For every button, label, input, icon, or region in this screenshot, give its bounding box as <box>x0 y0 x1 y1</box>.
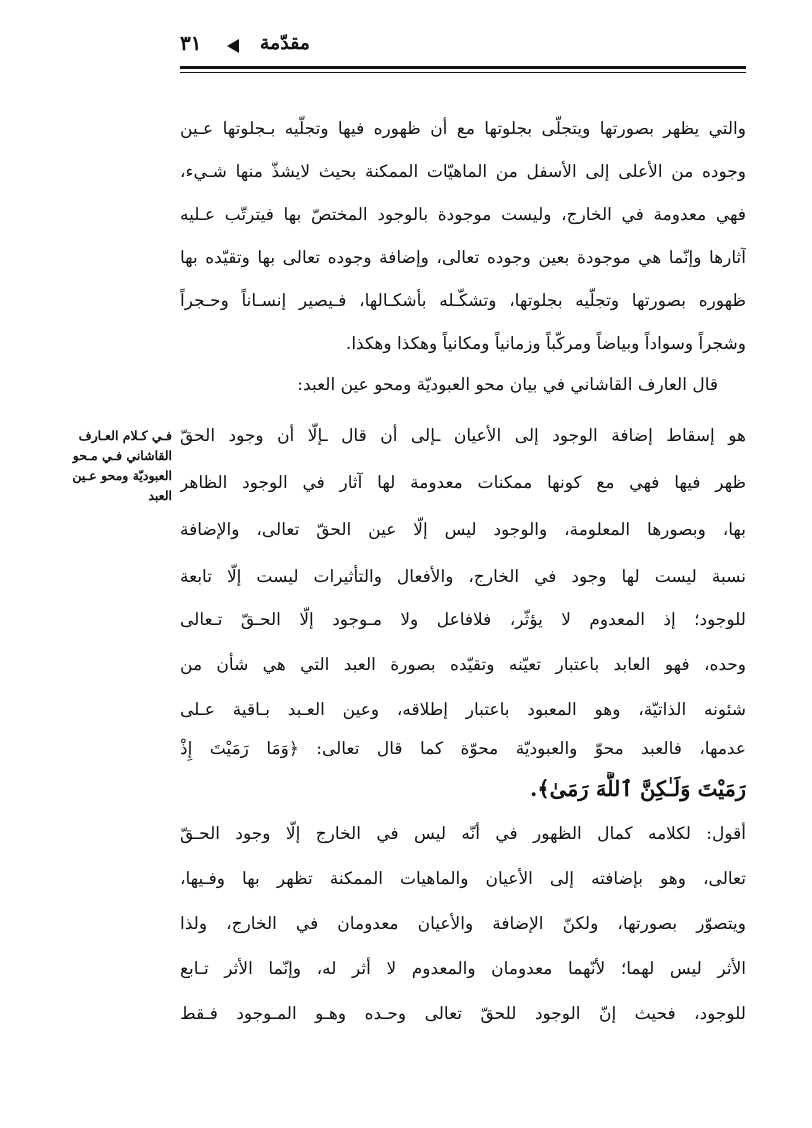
header-rule-thin <box>180 72 746 73</box>
quote-line: نسبة ليست لها وجود في الخارج، والأفعال والتأثيرات ليست إلّا تابعة <box>180 567 746 587</box>
quote-line: هو إسقاط إضافة الوجود إلى الأعيان ـإلى أن قال ـإلّا أن وجود الحقّ <box>180 426 746 446</box>
commentary-line: الأثر ليس لهما؛ لأنّهما معدومان والمعدوم لا أثر له، وإنّما الأثر تـابع <box>180 959 746 979</box>
page-number: ٣١ <box>180 31 202 55</box>
text-line: والتي يظهر بصورتها ويتجلّى بجلوتها مع أن ظهوره فيها وتجلّيه بـجلوتها عـين <box>180 119 746 139</box>
section-title: مقدّمة <box>259 32 310 54</box>
quote-line: عدمها، فالعبد محوّ والعبوديّة محوّة كما قال تعالى: ﴿وَمَا رَمَيْتَ إِذْ <box>180 739 746 759</box>
quote-line: ظهر فيها فهي مع كونها ممكنات معدومة لها آثار في الوجود الظاهر <box>180 473 746 493</box>
page-header <box>180 28 746 68</box>
commentary-line: تعالى، وهو بإضافته إلى الأعيان والماهيات الممكنة تظهر بها وفـيها، <box>180 869 746 889</box>
quran-verse-line: رَمَيْتَ وَلَـٰكِنَّ ٱللَّهَ رَمَىٰ﴾. <box>530 776 746 801</box>
quote-line: بها، وبصورها المعلومة، والوجود ليس إلّا عين الحقّ تعالى، والإضافة <box>180 520 746 540</box>
margin-note-line: العبد <box>148 488 172 503</box>
text-line: وشجراً وسواداً وبياضاً ومركّباً وزمانياً ومكانياً وهكذا وهكذا. <box>345 334 746 354</box>
paragraph-intro-line: قال العارف القاشاني في بيان محو العبوديّة ومحو عين العبد: <box>297 375 718 395</box>
text-line: آثارها وإنّما هي موجودة بعين وجوده تعالى، وإضافة وجوده تعالى بها وتقيّده بها <box>180 248 746 268</box>
text-line: فهي معدومة في الخارج، وليست موجودة بالوجود المختصّ بها فيترتّب عـليه <box>180 205 746 225</box>
commentary-line: ويتصوّر بصورتها، ولكنّ الإضافة والأعيان معدومان في الخارج، ولذا <box>180 914 746 934</box>
triangle-marker-icon <box>227 39 239 53</box>
margin-note-line: القاشاني فـي مـحو <box>72 448 172 463</box>
margin-note-line: فـي كـلام العـارف <box>78 428 172 443</box>
quote-line: شئونه الذاتيّة، وهو المعبود باعتبار إطلاقه، وعين العـبد بـاقية عـلى <box>180 700 746 720</box>
margin-note-line: العبوديّة ومحو عـين <box>72 468 172 483</box>
text-line: ظهوره بصورتها وتجلّيه بجلوتها، وتشكّـله بأشكـالها، فـيصير إنسـاناً وحـجراً <box>180 291 746 311</box>
margin-note <box>54 426 172 506</box>
commentary-line: للوجود، فحيث إنّ الوجود للحقّ تعالى وحـده وهـو المـوجود فـقط <box>180 1004 746 1024</box>
quote-line: للوجود؛ إذ المعدوم لا يؤثّر، فلافاعل ولا مـوجود إلّا الحـقّ تـعالى <box>180 610 746 630</box>
commentary-line: أقول: لكلامه كمال الظهور في أنّه ليس في الخارج إلّا وجود الحـقّ <box>180 824 746 844</box>
quote-line: وحده، فهو العابد باعتبار تعيّنه وتقيّده بصورة العبد التي هي شأن من <box>180 655 746 675</box>
text-line: وجوده من الأعلى إلى الأسفل من الماهيّات الممكنة بحيث لايشذّ منها شـيء، <box>180 162 746 182</box>
header-rule-thick <box>180 66 746 69</box>
